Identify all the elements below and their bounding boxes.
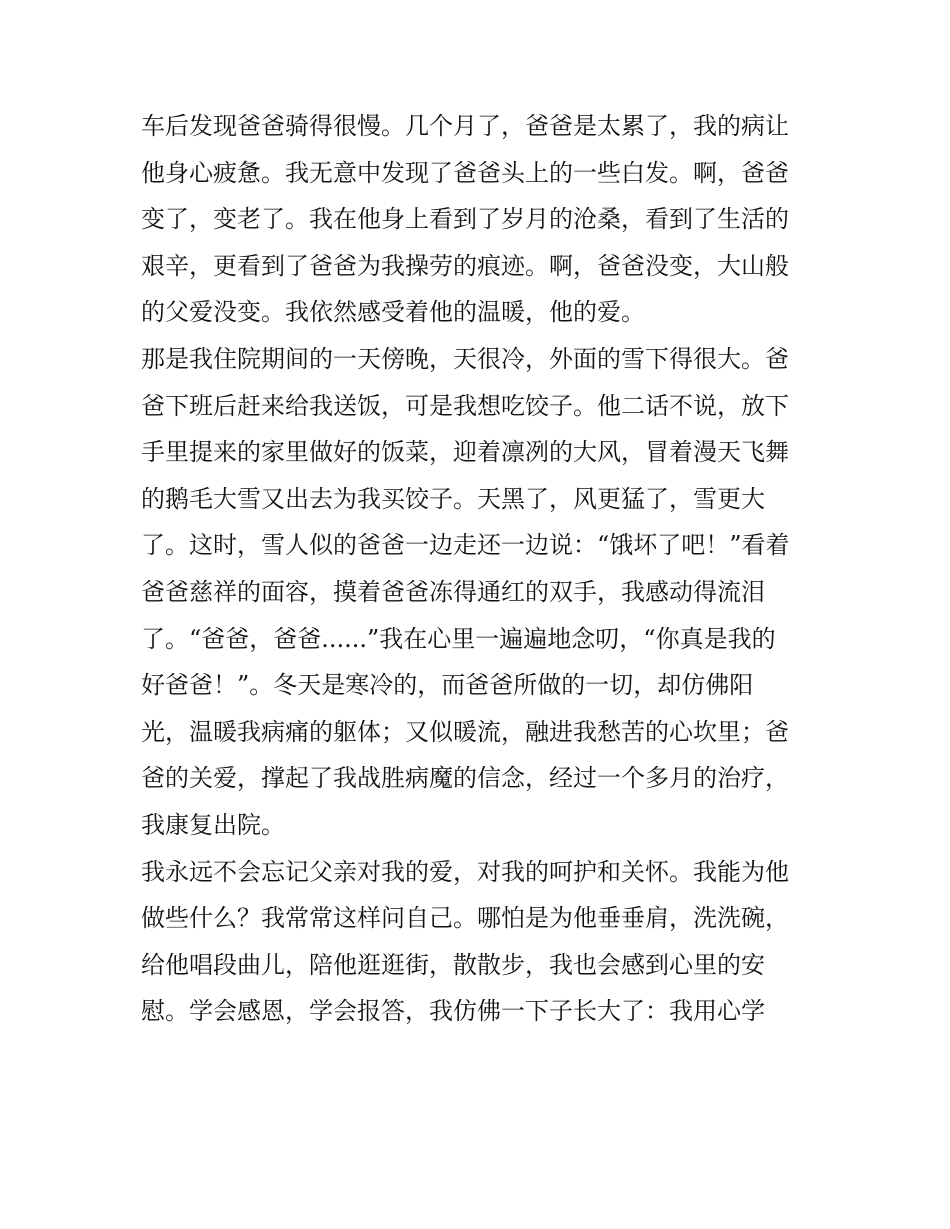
- text-line: 慰。学会感恩，学会报答，我仿佛一下子长大了：我用心学: [141, 997, 765, 1026]
- text-line: 了。这时，雪人似的爸爸一边走还一边说：“饿坏了吧！”看着: [141, 531, 790, 560]
- text-line: 爸下班后赶来给我送饭，可是我想吃饺子。他二话不说，放下: [141, 391, 789, 420]
- body-text: [141, 103, 821, 1035]
- text-line: 给他唱段曲儿，陪他逛逛街，散散步，我也会感到心里的安: [141, 950, 765, 979]
- text-line: 的父爱没变。我依然感受着他的温暖，他的爱。: [141, 298, 645, 327]
- text-line: 好爸爸！”。冬天是寒冷的，而爸爸所做的一切，却仿佛阳: [141, 671, 754, 700]
- text-line: 那是我住院期间的一天傍晚，天很冷，外面的雪下得很大。爸: [141, 344, 789, 373]
- text-line: 手里提来的家里做好的饭菜，迎着凛冽的大风，冒着漫天飞舞: [141, 438, 789, 467]
- text-line: 的鹅毛大雪又出去为我买饺子。天黑了，风更猛了，雪更大: [141, 484, 765, 513]
- text-line: 爸爸慈祥的面容，摸着爸爸冻得通红的双手，我感动得流泪: [141, 577, 765, 606]
- text-line: 变了，变老了。我在他身上看到了岁月的沧桑，看到了生活的: [141, 205, 789, 234]
- text-line: 我康复出院。: [141, 810, 285, 839]
- text-line: 了。“爸爸，爸爸......”我在心里一遍遍地念叨，“你真是我的: [141, 624, 776, 653]
- text-line: 我永远不会忘记父亲对我的爱，对我的呵护和关怀。我能为他: [141, 857, 789, 886]
- text-line: 车后发现爸爸骑得很慢。几个月了，爸爸是太累了，我的病让: [141, 112, 789, 140]
- text-line: 爸的关爱，撑起了我战胜病魔的信念，经过一个多月的治疗，: [141, 764, 789, 793]
- text-line: 光，温暖我病痛的躯体；又似暖流，融进我愁苦的心坎里；爸: [141, 717, 789, 746]
- text-line: 做些什么？我常常这样问自己。哪怕是为他垂垂肩，洗洗碗，: [141, 904, 789, 933]
- text-line: 艰辛，更看到了爸爸为我操劳的痕迹。啊，爸爸没变，大山般: [141, 251, 789, 280]
- text-line: 他身心疲惫。我无意中发现了爸爸头上的一些白发。啊，爸爸: [141, 158, 789, 187]
